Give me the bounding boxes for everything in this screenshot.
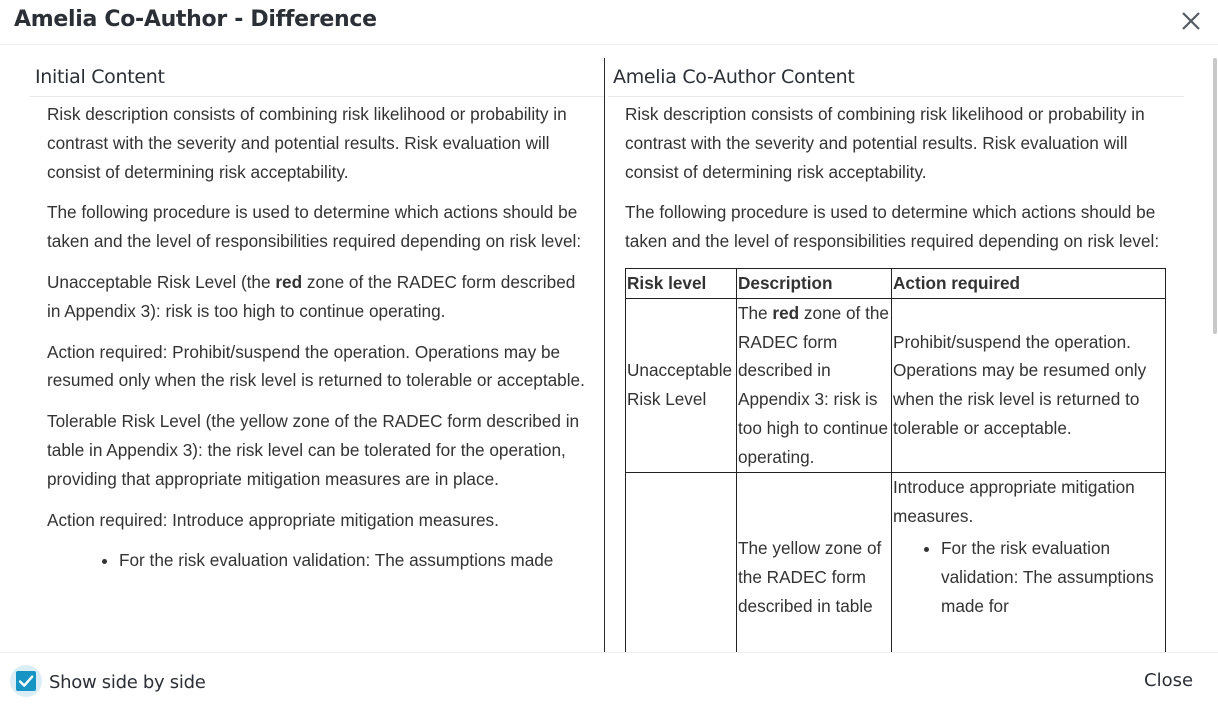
table-cell: The yellow zone of the RADEC form described in table bbox=[737, 472, 892, 652]
text-span: zone of the RADEC form described in Appendix 3: risk is too high to continue operating. bbox=[738, 302, 889, 467]
table-cell bbox=[737, 298, 892, 472]
co-author-content-heading: Amelia Co-Author Content bbox=[613, 66, 855, 88]
text-span: zone of the RADEC form described in Appendix 3): risk is too high to continue operating. bbox=[47, 271, 576, 321]
checkmark-icon bbox=[16, 671, 36, 691]
scrollbar-thumb[interactable] bbox=[1213, 58, 1217, 334]
bullet-list bbox=[47, 546, 592, 575]
initial-content-heading: Initial Content bbox=[35, 66, 165, 88]
panel-divider bbox=[604, 58, 605, 652]
show-side-by-side-label[interactable]: Show side by side bbox=[49, 672, 206, 693]
table-header: Risk level bbox=[626, 268, 737, 298]
table-cell: Unacceptable Risk Level bbox=[626, 298, 737, 472]
table-header: Description bbox=[737, 268, 892, 298]
table-row bbox=[626, 472, 1166, 652]
paragraph bbox=[47, 268, 592, 326]
risk-table bbox=[625, 268, 1166, 652]
paragraph: Risk description consists of combining risk likelihood or probability in contrast with the severity and potential results. Risk evaluation will consist of determining risk acceptability. bbox=[47, 104, 567, 182]
initial-content-panel[interactable] bbox=[47, 100, 592, 652]
cell-text: Introduce appropriate mitigation measures. bbox=[893, 476, 1135, 526]
table-header: Action required bbox=[892, 268, 1166, 298]
table-cell bbox=[626, 472, 737, 652]
paragraph: Action required: Prohibit/suspend the operation. Operations may be resumed only when the risk level is returned to tolerable or acceptable. bbox=[47, 341, 585, 391]
bullet-list bbox=[893, 534, 1165, 620]
paragraph: The following procedure is used to determine which actions should be taken and the level of responsibilities required depending on risk level: bbox=[625, 202, 1160, 252]
checkbox-box bbox=[16, 671, 36, 691]
table-row bbox=[626, 298, 1166, 472]
table-header-row bbox=[626, 268, 1166, 298]
table-cell bbox=[892, 472, 1166, 652]
show-side-by-side-checkbox[interactable] bbox=[10, 665, 42, 697]
paragraph: The following procedure is used to determine which actions should be taken and the level of responsibilities required depending on risk level: bbox=[47, 202, 582, 252]
list-item: • For the risk evaluation validation: The assumptions made bbox=[119, 546, 592, 575]
left-heading-divider bbox=[30, 96, 604, 97]
text-span: Unacceptable Risk Level (the bbox=[47, 271, 276, 292]
close-button[interactable]: Close bbox=[1144, 670, 1194, 691]
dialog-title: Amelia Co-Author - Difference bbox=[14, 7, 377, 32]
right-heading-divider bbox=[608, 96, 1184, 97]
list-item: • For the risk evaluation validation: The assumptions made for bbox=[941, 534, 1165, 620]
paragraph: Risk description consists of combining risk likelihood or probability in contrast with the severity and potential results. Risk evaluation will consist of determining risk acceptability. bbox=[625, 104, 1145, 182]
close-icon[interactable] bbox=[1178, 8, 1204, 34]
bold-text: red bbox=[772, 302, 800, 323]
paragraph: Tolerable Risk Level (the yellow zone of the RADEC form described in table in Appendix 3): the risk level can be tolerated for the operation, providing that appropriate mitigation measures are in place. bbox=[47, 411, 580, 489]
text-span: The bbox=[738, 302, 773, 323]
dialog-header bbox=[0, 0, 1218, 45]
bold-text: red bbox=[275, 271, 303, 292]
co-author-content-panel[interactable] bbox=[625, 100, 1185, 652]
paragraph: Action required: Introduce appropriate mitigation measures. bbox=[47, 509, 499, 530]
table-cell: Prohibit/suspend the operation. Operations may be resumed only when the risk level is returned to tolerable or acceptable. bbox=[892, 298, 1166, 472]
